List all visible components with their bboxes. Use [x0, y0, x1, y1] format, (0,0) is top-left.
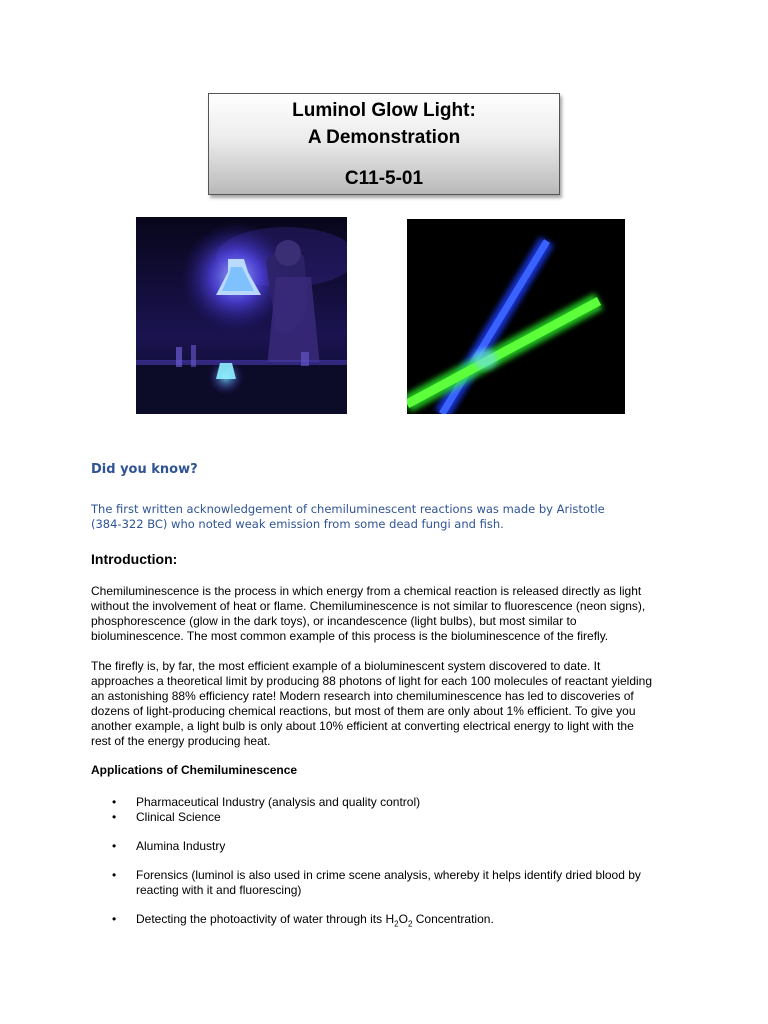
- list-item-text: [136, 912, 681, 927]
- bullet-icon: •: [112, 810, 117, 824]
- title-line-2: A Demonstration: [307, 127, 461, 148]
- luminol-flask-demonstration-photo: [136, 217, 347, 414]
- bullet-icon: •: [112, 912, 117, 926]
- list-item-text-part: Concentration.: [412, 912, 494, 926]
- paragraph-line: rest of the energy producing heat.: [91, 734, 271, 748]
- paragraph-line: phosphorescence (glow in the dark toys), or incandescence (light bulbs), but most similar to: [91, 614, 577, 628]
- formula-subscript: 2: [407, 919, 413, 929]
- paragraph-line: Chemiluminescence is the process in which energy from a chemical reaction is released directly as light: [91, 584, 642, 598]
- title-box: [208, 93, 560, 195]
- crossed-glow-sticks-photo: [407, 219, 625, 414]
- list-item-line: reacting with it and fluorescing): [136, 883, 302, 897]
- glow-sticks-illustration: [407, 219, 625, 414]
- list-item-text: Clinical Science: [136, 810, 221, 824]
- title-line-1: Luminol Glow Light:: [292, 100, 476, 121]
- did-you-know-line-1: The first written acknowledgement of chemiluminescent reactions was made by Aristotle: [91, 502, 605, 516]
- did-you-know-heading: Did you know?: [91, 462, 198, 477]
- list-item-text-part: Detecting the photoactivity of water through its: [136, 912, 386, 926]
- formula-o: O: [398, 912, 408, 926]
- applications-heading: Applications of Chemiluminescence: [91, 763, 298, 777]
- did-you-know-text: [91, 502, 691, 532]
- paragraph-line: The firefly is, by far, the most efficient example of a bioluminescent system discovered to date. It: [91, 659, 601, 673]
- paragraph-line: approaches a theoretical limit by producing 88 photons of light for each 100 molecules of reactant yielding: [91, 674, 653, 688]
- list-item-line: Forensics (luminol is also used in crime scene analysis, whereby it helps identify dried blood by: [136, 868, 641, 882]
- introduction-heading: Introduction:: [91, 551, 178, 567]
- list-item-text: Pharmaceutical Industry (analysis and quality control): [136, 795, 421, 809]
- paragraph-line: another example, a light bulb is only about 10% efficient at converting electrical energy to light with the: [91, 719, 634, 733]
- introduction-paragraph-2: [91, 659, 691, 749]
- paragraph-line: dozens of light-producing chemical reactions, but most of them are only about 1% efficient. To give you: [91, 704, 636, 718]
- list-item-text: [136, 868, 681, 898]
- introduction-paragraph-1: [91, 584, 691, 644]
- formula-h: H: [385, 912, 395, 926]
- paragraph-line: bioluminescence. The most common example of this process is the bioluminescence of the firefly.: [91, 629, 609, 643]
- document-code: C11-5-01: [344, 168, 424, 189]
- formula-subscript: 2: [394, 919, 399, 929]
- paragraph-line: an astonishing 88% efficiency rate! Modern research into chemiluminescence has led to discoveries of: [91, 689, 634, 703]
- did-you-know-line-2: (384-322 BC) who noted weak emission from some dead fungi and fish.: [91, 517, 504, 531]
- bullet-icon: •: [112, 795, 117, 809]
- list-item-text: Alumina Industry: [136, 839, 226, 853]
- luminol-photo-illustration: [136, 217, 347, 414]
- paragraph-line: without the involvement of heat or flame. Chemiluminescence is not similar to fluorescence (neon signs),: [91, 599, 646, 613]
- bullet-icon: •: [112, 868, 117, 882]
- bullet-icon: •: [112, 839, 117, 853]
